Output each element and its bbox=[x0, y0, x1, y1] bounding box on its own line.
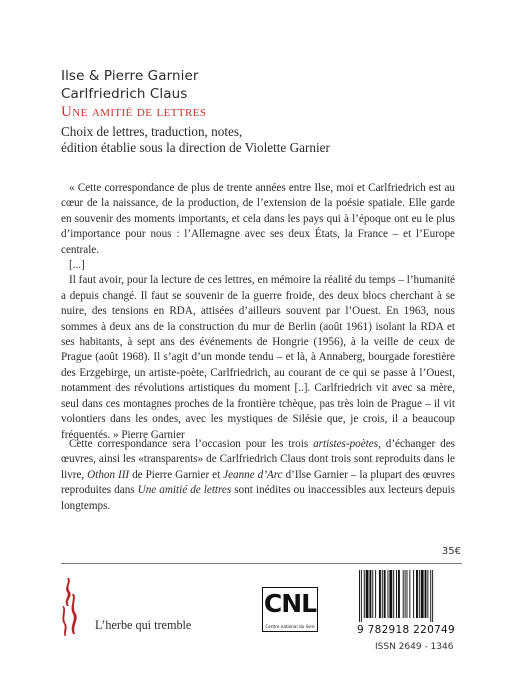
description-italic: Jeanne d’Arc bbox=[223, 468, 283, 481]
subtitle-line-1: Choix de lettres, traduction, notes, bbox=[61, 124, 243, 139]
cnl-logo-letters: CNL bbox=[263, 589, 317, 618]
publisher-logo-icon bbox=[60, 576, 86, 638]
description-text: de Pierre Garnier et bbox=[129, 468, 224, 481]
publisher-name: L’herbe qui tremble bbox=[95, 618, 192, 632]
isbn-number: 9 782918 220749 bbox=[357, 624, 456, 636]
quote-paragraph-2: Il faut avoir, pour la lecture de ces lettres, en mémoire la réalité du temps – l’humanité a depuis changé. Il faut se souvenir de la guerre froide, des deux blocs cherchant à se nuire, des tensions en RDA, attisées d’ailleurs souvent par l’Ouest. En 1963, nous sommes à deux ans de la construction du mur de Berlin (août 1961) isolant la RDA et ses habitants, à sept ans des événements de Hongrie (1956), à la veille de ceux de Prague (août 1968). Il s’agit d’un monde tendu – et là, à Annaberg, bourgade forestière des Erzgebirge, un artiste-poète, Carlfriedrich, au courant de ce qui se passe à l’Ouest, notamment des révolutions artistiques du moment [..]. Carlfriedrich vit avec sa mère, seul dans ces montagnes proches de la frontière tchèque, pas très loin de Prague – il vit volontiers dans les ondes, avec les mystiques de Silésie que, je crois, il a beaucoup fréquentés. » Pierre Garnier bbox=[61, 274, 455, 441]
subtitle-line-2: édition établie sous la direction de Violette Garnier bbox=[61, 140, 330, 155]
cnl-logo bbox=[262, 587, 318, 632]
quote-block bbox=[61, 181, 455, 443]
description-text: , d’échanger des œuvres, ainsi les «transparents» de Carlfriedrich Claus dont trois sont reproduits dans le livre, bbox=[61, 438, 455, 481]
quote-paragraph-1: « Cette correspondance de plus de trente années entre Ilse, moi et Carlfriedrich est au cœur de la naissance, de la production, de l’extension de la poésie spatiale. Elle garde en souvenir des moments importants, et cela dans les pays qui à l’époque ont eu le plus d’importance pour nous : l’Allemagne avec ses deux États, la France – et l’Europe centrale. bbox=[61, 182, 455, 256]
barcode bbox=[357, 570, 461, 622]
cnl-logo-caption: Centre national du livre bbox=[265, 624, 315, 629]
description-italic: artistes-poètes bbox=[313, 438, 379, 450]
author-line-1: Ilse & Pierre Garnier bbox=[61, 68, 199, 84]
author-line-2: Carlfriedrich Claus bbox=[61, 86, 188, 102]
issn-number: ISSN 2649 - 1346 bbox=[375, 642, 454, 652]
description-italic: Othon III bbox=[87, 468, 130, 481]
book-title: Une amitié de lettres bbox=[61, 104, 207, 120]
description-text: sont inédites ou inaccessibles aux lecteurs depuis longtemps. bbox=[61, 484, 455, 512]
description-text: d’Ilse Garnier – la plupart des œuvres reproduites dans bbox=[61, 468, 455, 497]
divider bbox=[61, 563, 462, 564]
description-italic: Une amitié de lettres bbox=[137, 484, 232, 497]
price: 35€ bbox=[441, 546, 461, 557]
description-text: Cette correspondance sera l’occasion pour les trois bbox=[69, 438, 314, 450]
description-block bbox=[61, 437, 455, 514]
description-paragraph bbox=[61, 437, 455, 514]
quote-ellipsis: [...] bbox=[69, 259, 85, 272]
